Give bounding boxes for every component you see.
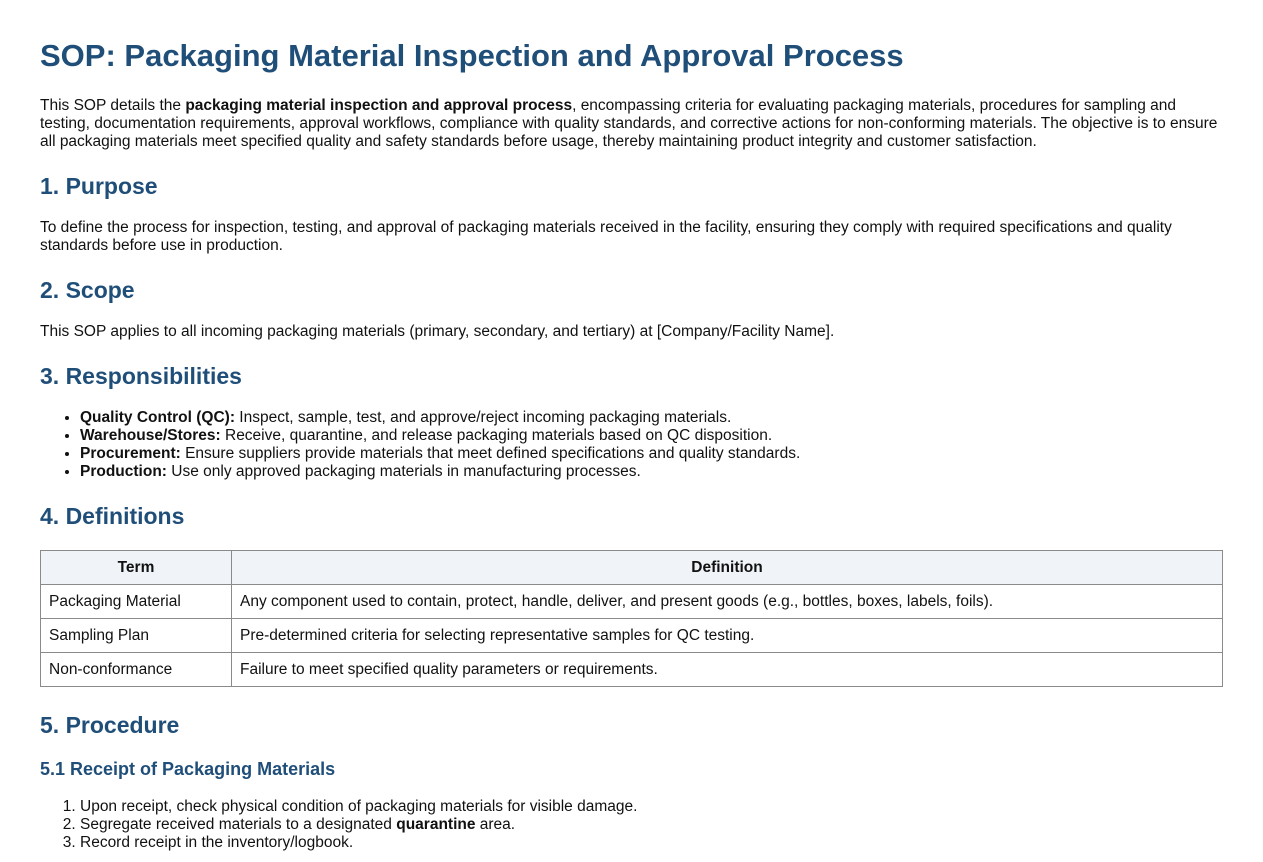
definitions-table: [40, 550, 1223, 687]
responsibilities-heading: 3. Responsibilities: [40, 363, 242, 389]
step-text-suffix: area.: [475, 816, 516, 833]
table-header-row: [41, 551, 1223, 585]
page-title: SOP: Packaging Material Inspection and Approval Process: [40, 38, 904, 73]
responsibilities-list: [40, 409, 800, 481]
intro-suffix: , encompassing criteria for evaluating packaging materials, procedures for sampling and testing, documentation requirements, approval workflows, compliance with quality standards, and corrective actions for non-conforming materials. The objective is to ensure all packaging materials meet specified quality and safety standards before usage, thereby maintaining product integrity and customer satisfaction.: [40, 97, 1218, 150]
term-cell: Non-conformance: [41, 653, 232, 687]
role-label: Procurement:: [80, 445, 181, 462]
list-item: [80, 834, 637, 852]
role-description: Ensure suppliers provide materials that meet defined specifications and quality standards.: [180, 445, 801, 462]
table-row: [41, 653, 1223, 687]
list-item: [80, 798, 637, 816]
table-row: [41, 585, 1223, 619]
purpose-heading: 1. Purpose: [40, 173, 158, 199]
list-item: [80, 463, 800, 481]
procedure-heading: 5. Procedure: [40, 712, 180, 738]
receipt-steps-list: [40, 798, 637, 852]
list-item: [80, 445, 800, 463]
intro-paragraph: [40, 97, 1223, 151]
definition-cell: Failure to meet specified quality parameters or requirements.: [232, 653, 1223, 687]
intro-bold: packaging material inspection and approval process: [185, 97, 573, 114]
definition-cell: Pre-determined criteria for selecting representative samples for QC testing.: [232, 619, 1223, 653]
term-cell: Packaging Material: [41, 585, 232, 619]
scope-text: This SOP applies to all incoming packaging materials (primary, secondary, and tertiary) at [Company/Facility Name].: [40, 323, 835, 340]
list-item: [80, 816, 637, 834]
role-description: Inspect, sample, test, and approve/reject incoming packaging materials.: [235, 409, 732, 426]
receipt-subheading: 5.1 Receipt of Packaging Materials: [40, 759, 336, 779]
purpose-text: To define the process for inspection, testing, and approval of packaging materials received in the facility, ensuring they comply with required specifications and quality standards before use in production.: [40, 219, 1172, 254]
table-row: [41, 619, 1223, 653]
column-header-term: Term: [41, 551, 232, 585]
scope-heading: 2. Scope: [40, 277, 135, 303]
role-label: Quality Control (QC):: [80, 409, 235, 426]
step-bold-text: quarantine: [396, 816, 476, 833]
role-description: Use only approved packaging materials in manufacturing processes.: [166, 463, 641, 480]
list-item: [80, 409, 800, 427]
step-text: Record receipt in the inventory/logbook.: [80, 834, 354, 851]
step-text: Upon receipt, check physical condition of packaging materials for visible damage.: [80, 798, 638, 815]
column-header-definition: Definition: [232, 551, 1223, 585]
role-label: Warehouse/Stores:: [80, 427, 221, 444]
definition-cell: Any component used to contain, protect, handle, deliver, and present goods (e.g., bottles, boxes, labels, foils).: [232, 585, 1223, 619]
step-text: Segregate received materials to a designated: [80, 816, 397, 833]
role-description: Receive, quarantine, and release packaging materials based on QC disposition.: [220, 427, 773, 444]
intro-prefix: This SOP details the: [40, 97, 186, 114]
definitions-heading: 4. Definitions: [40, 503, 185, 529]
role-label: Production:: [80, 463, 167, 480]
term-cell: Sampling Plan: [41, 619, 232, 653]
list-item: [80, 427, 800, 445]
